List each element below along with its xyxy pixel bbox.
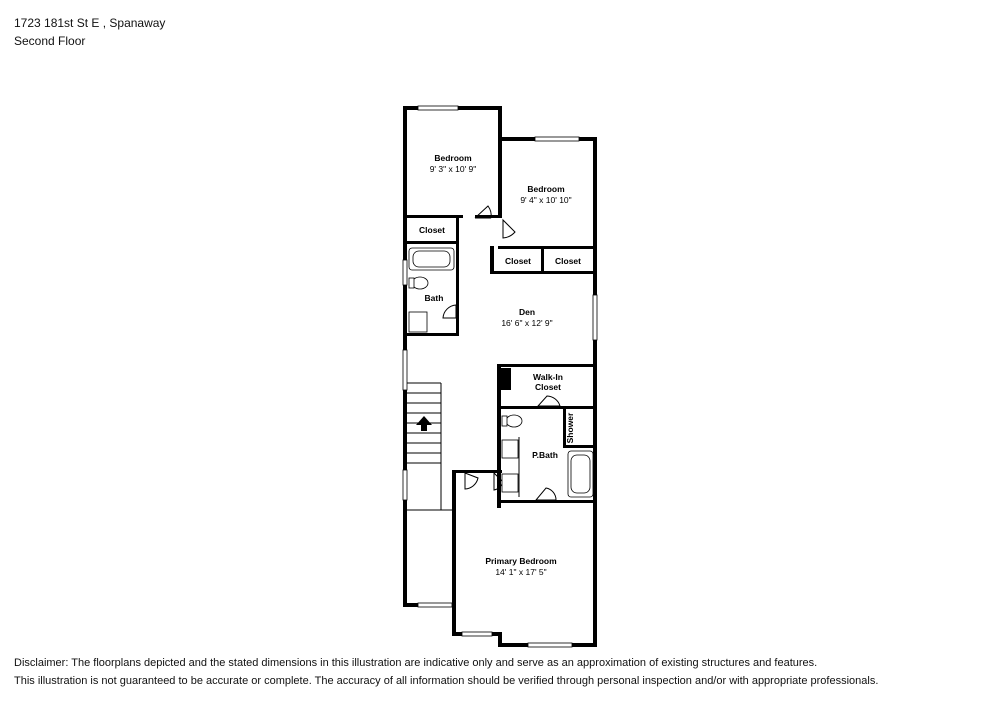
den-name: Den [518,307,536,317]
bedroom2-name: Bedroom [527,184,565,194]
staircase [407,383,452,510]
floor-label: Second Floor [14,34,86,48]
bath-name: Bath [424,293,444,303]
stair-up-arrow-icon [416,416,432,431]
bedroom1-dims: 9' 3" x 10' 9" [429,164,477,174]
primary-bedroom-dims: 14' 1" x 17' 5" [495,567,547,577]
primary-bedroom-name: Primary Bedroom [485,556,557,566]
bedroom1-name: Bedroom [434,153,472,163]
shower-name: Shower [565,412,575,444]
sink-icon [409,312,427,332]
disclaimer-line-1: Disclaimer: The floorplans depicted and the stated dimensions in this illustration are indicative only and serve as an approximation of existing structures and features. [14,657,818,669]
closet3-name: Closet [555,256,581,266]
pbath-name: P.Bath [532,450,558,460]
closet1-name: Closet [419,225,445,235]
walkin-name-line1: Walk-In [533,372,563,382]
walkin-name-line2: Closet [535,382,561,392]
sink-icon [502,440,518,458]
toilet-icon [506,415,522,427]
bedroom2-dims: 9' 4" x 10' 10" [520,195,572,205]
closet2-name: Closet [505,256,531,266]
property-address: 1723 181st St E , Spanaway [14,16,166,30]
den-dims: 16' 6" x 12' 9" [501,318,553,328]
sink-icon [502,474,518,492]
disclaimer-line-2: This illustration is not guaranteed to be accurate or complete. The accuracy of all information should be verified through personal inspection and/or with appropriate professionals. [14,675,879,687]
